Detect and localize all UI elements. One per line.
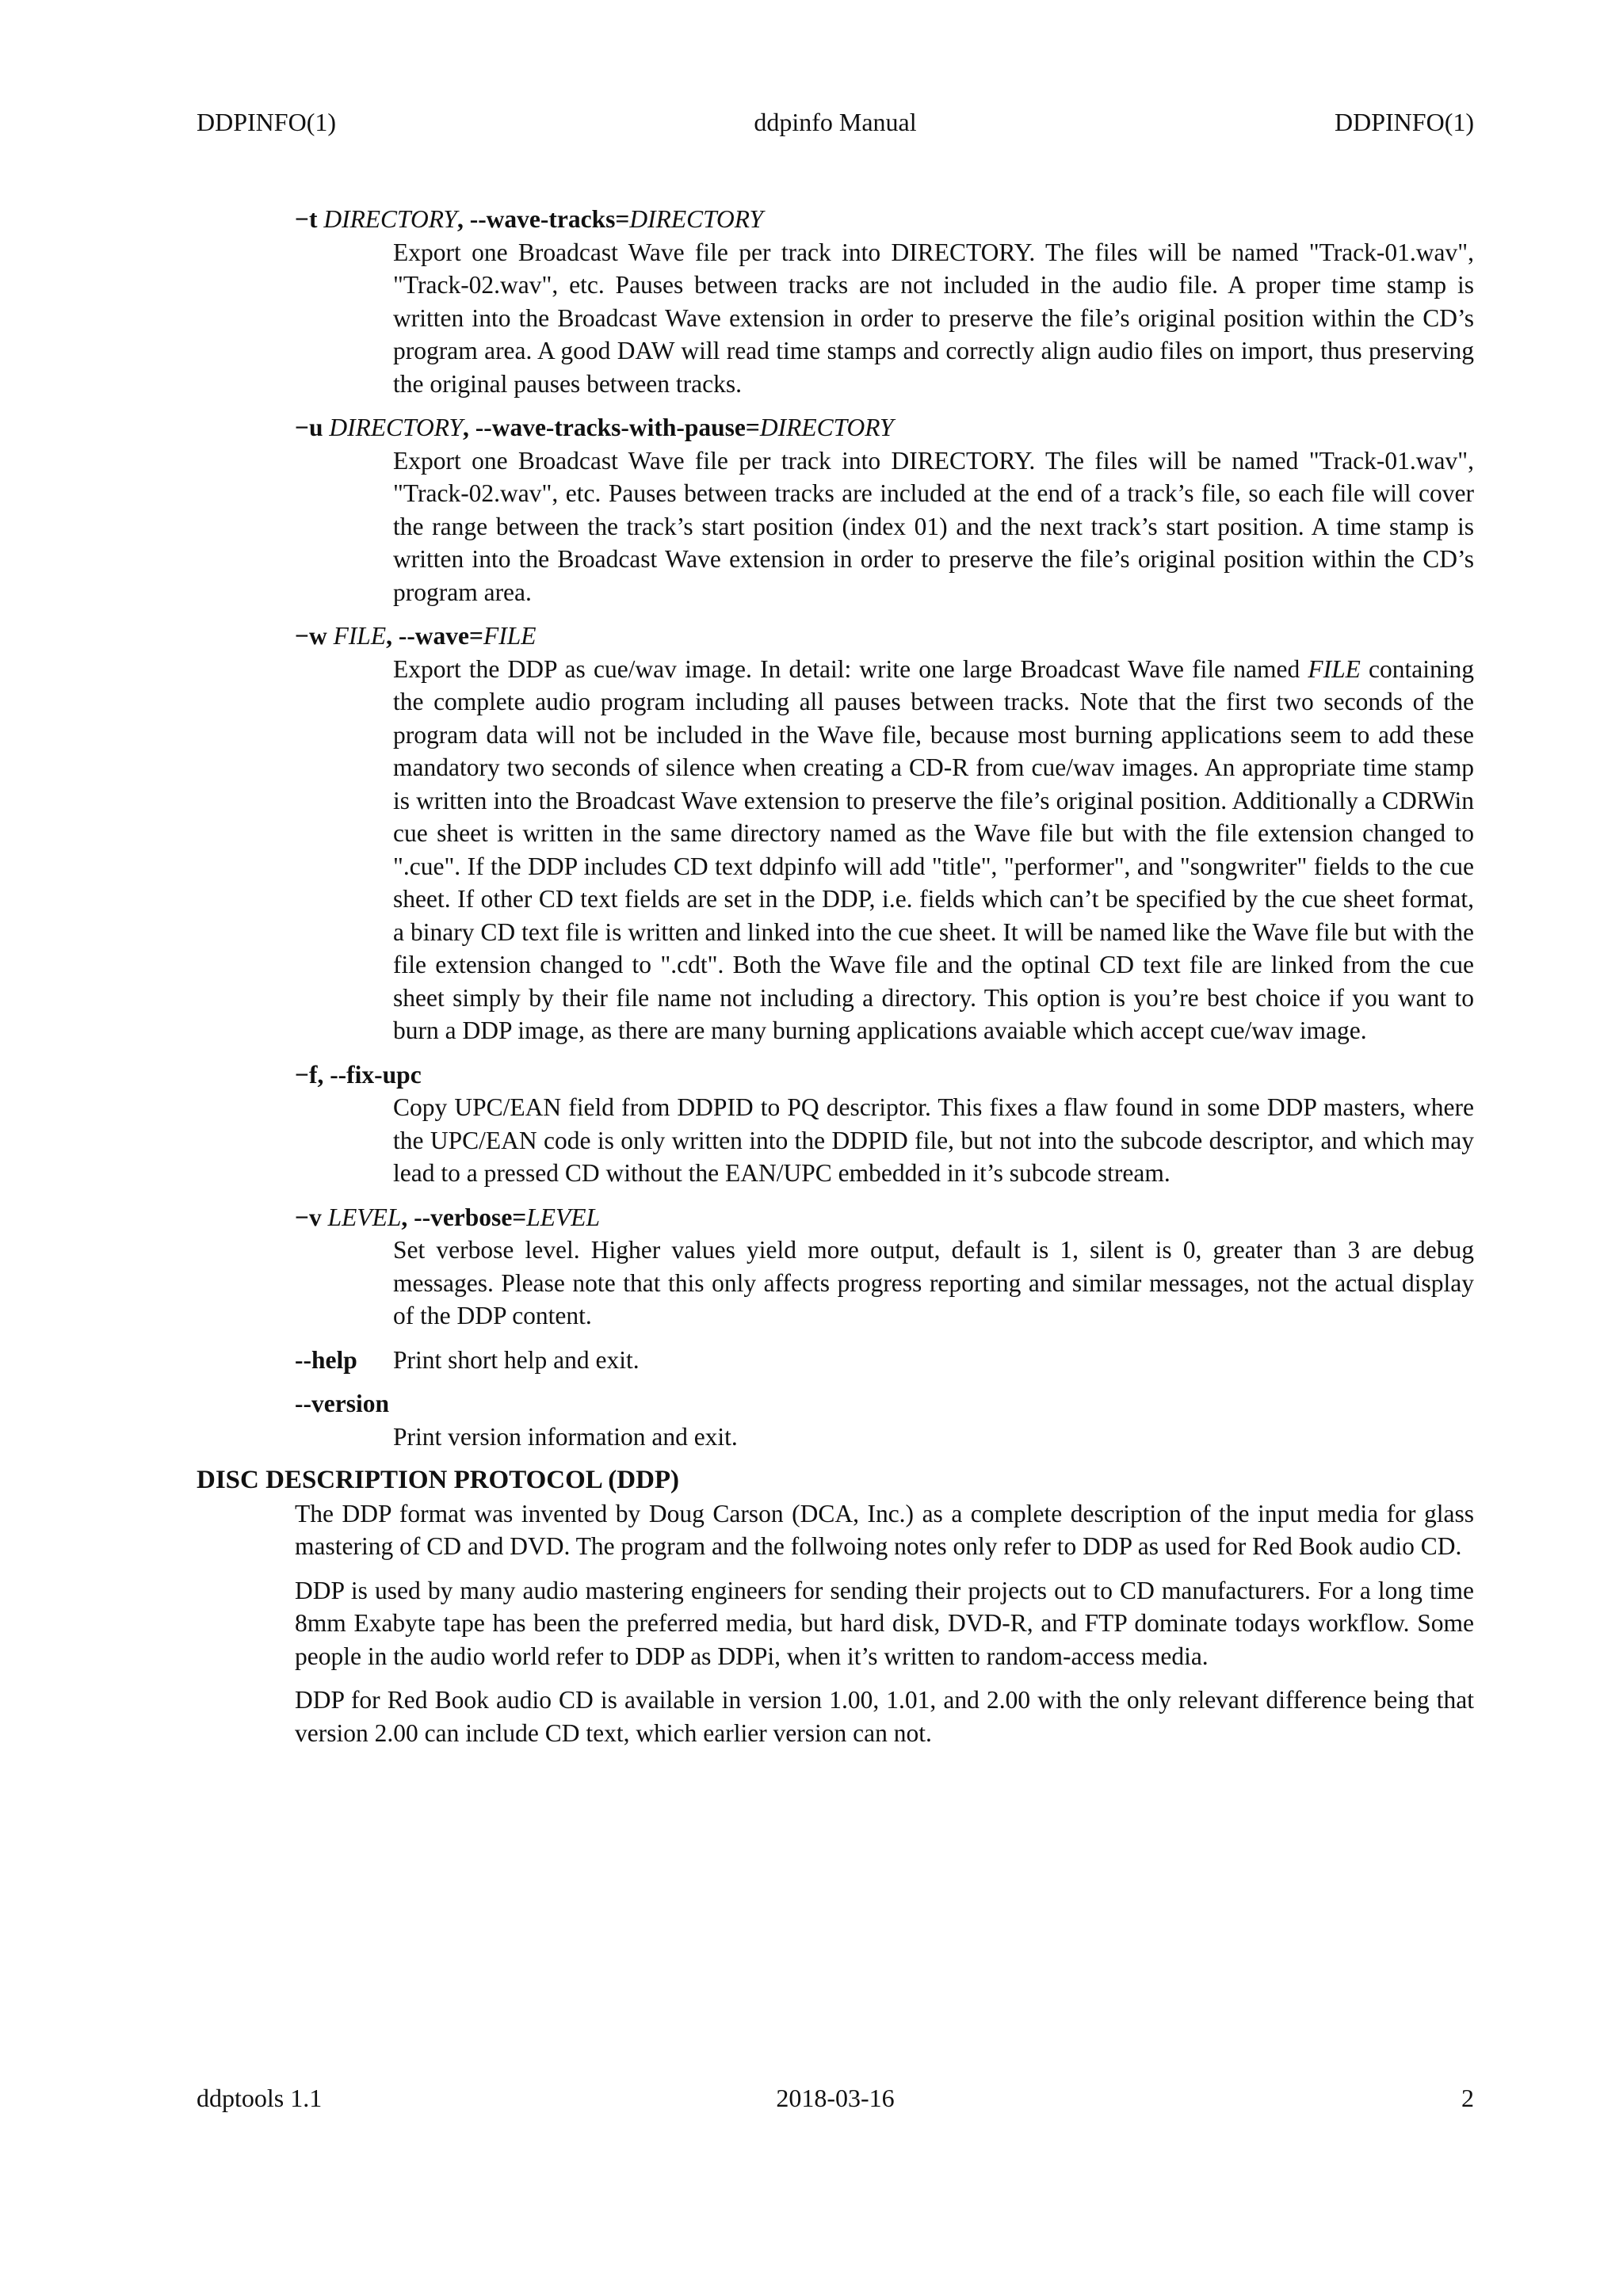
option-heading [295, 1058, 1474, 1092]
option-flag: −f, --fix-upc [295, 1060, 422, 1089]
option-arg: DIRECTORY [323, 205, 457, 233]
option-flag: −u [295, 414, 323, 441]
header-center: ddpinfo Manual [754, 108, 917, 136]
option-long-arg: DIRECTORY [759, 414, 894, 441]
option-flag: --version [295, 1390, 389, 1417]
option-sep: , [462, 414, 469, 441]
option-heading [295, 411, 1474, 444]
option-wave-tracks [295, 203, 1474, 236]
section-paragraph: The DDP format was invented by Doug Carson (DCA, Inc.) as a complete description of the input media for glass mastering of CD and DVD. The program and the follwoing notes only refer to DDP as used for Red Book audio CD. [295, 1499, 1474, 1560]
option-description-part: containing the complete audio program including all pauses between tracks. Note that the first two seconds of the program data will not be included in the Wave file, because most burning applications seem to add these mandatory two seconds of silence when creating a CD-R from cue/wav images. An appropriate time stamp is written into the Broadcast Wave extension to preserve the file’s original position. Additionally a CDRWin cue sheet is written in the same directory named as the Wave file but with the file extension changed to ".cue". If the DDP includes CD text ddpinfo will add "title", "performer", and "songwriter" fields to the cue sheet. If other CD text fields are set in the DDP, i.e. fields which can’t be specified by the cue sheet format, a binary CD text file is written and linked into the cue sheet. It will be named like the Wave file but with the file extension changed to ".cdt". Both the Wave file and the optinal CD text file are linked from the cue sheet simply by their file name not including a directory. This option is you’re best choice if you want to burn a DDP image, as there are many burning applications avaiable which accept cue/wav image. [393, 654, 1474, 1044]
option-sep: , [401, 1203, 408, 1231]
option-version [295, 1387, 1474, 1421]
option-description: Set verbose level. Higher values yield more output, default is 1, silent is 0, greater than 3 are debug messages. Please note that this only affects progress reporting and similar messages, not the actual display of the DDP content. [393, 1236, 1474, 1329]
option-description: Print short help and exit. [393, 1345, 640, 1374]
option-long: --wave-tracks= [469, 205, 630, 233]
option-description-part: Export the DDP as cue/wav image. In detail: write one large Broadcast Wave file named [393, 654, 1308, 683]
section-title: DISC DESCRIPTION PROTOCOL (DDP) [197, 1466, 680, 1494]
option-arg: DIRECTORY [329, 414, 463, 441]
option-flag: −v [295, 1203, 322, 1231]
option-description [393, 653, 1474, 1047]
option-heading [295, 1201, 1474, 1234]
option-sep: , [386, 622, 392, 650]
section-paragraph: DDP is used by many audio mastering engineers for sending their projects out to CD manufacturers. For a long time 8mm Exabyte tape has been the preferred media, but hard disk, DVD-R, and FTP dominate todays workflow. Some people in the audio world refer to DDP as DDPi, when it’s written to random-access media. [295, 1576, 1474, 1670]
footer-center: 2018-03-16 [776, 2084, 895, 2112]
option-heading [295, 620, 1474, 653]
option-sep: , [456, 205, 464, 233]
option-heading [295, 1387, 1474, 1421]
option-description-em: FILE [1308, 654, 1361, 683]
option-long: --verbose= [414, 1203, 527, 1231]
header-right: DDPINFO(1) [1335, 108, 1474, 136]
manual-content [197, 203, 1474, 1760]
option-description: Copy UPC/EAN field from DDPID to PQ descriptor. This fixes a flaw found in some DDP masters, where the UPC/EAN code is only written into the DDPID file, but not into the subcode descriptor, and which may lead to a pressed CD without the EAN/UPC embedded in it’s subcode stream. [393, 1093, 1474, 1187]
option-description: Print version information and exit. [393, 1422, 738, 1451]
page-footer [197, 2082, 1474, 2117]
option-description: Export one Broadcast Wave file per track into DIRECTORY. The files will be named "Track-01.wav", "Track-02.wav", etc. Pauses between tracks are included at the end of a track’s file, so each file will cover the range between the track’s start position (index 01) and the next track’s start position. A time stamp is written into the Broadcast Wave extension in order to preserve the file’s original position within the CD’s program area. [393, 446, 1474, 606]
option-arg: LEVEL [327, 1203, 402, 1231]
option-long-arg: DIRECTORY [629, 205, 763, 233]
option-long: --wave= [398, 622, 483, 650]
option-arg: FILE [333, 622, 387, 650]
option-help [295, 1344, 1474, 1377]
option-flag: −t [295, 205, 318, 233]
option-long-arg: FILE [483, 622, 537, 650]
option-fix-upc [295, 1058, 1474, 1092]
page-header [197, 106, 1474, 141]
option-long: --wave-tracks-with-pause= [475, 414, 760, 441]
option-wave-tracks-with-pause [295, 411, 1474, 444]
footer-left: ddptools 1.1 [197, 2084, 323, 2112]
section-paragraph: DDP for Red Book audio CD is available in version 1.00, 1.01, and 2.00 with the only relevant difference being that version 2.00 can include CD text, which earlier version can not. [295, 1686, 1474, 1747]
option-flag: −w [295, 622, 327, 650]
option-long-arg: LEVEL [526, 1203, 601, 1231]
header-left: DDPINFO(1) [197, 108, 336, 136]
option-wave [295, 620, 1474, 653]
option-verbose [295, 1201, 1474, 1234]
option-heading [295, 203, 1474, 236]
option-description: Export one Broadcast Wave file per track into DIRECTORY. The files will be named "Track-01.wav", "Track-02.wav", etc. Pauses between tracks are not included in the audio file. A proper time stamp is written into the Broadcast Wave extension in order to preserve the file’s original position within the CD’s program area. A good DAW will read time stamps and correctly align audio files on import, thus preserving the original pauses between tracks. [393, 238, 1474, 398]
option-flag: --help [295, 1345, 357, 1374]
footer-right: 2 [1461, 2084, 1474, 2112]
